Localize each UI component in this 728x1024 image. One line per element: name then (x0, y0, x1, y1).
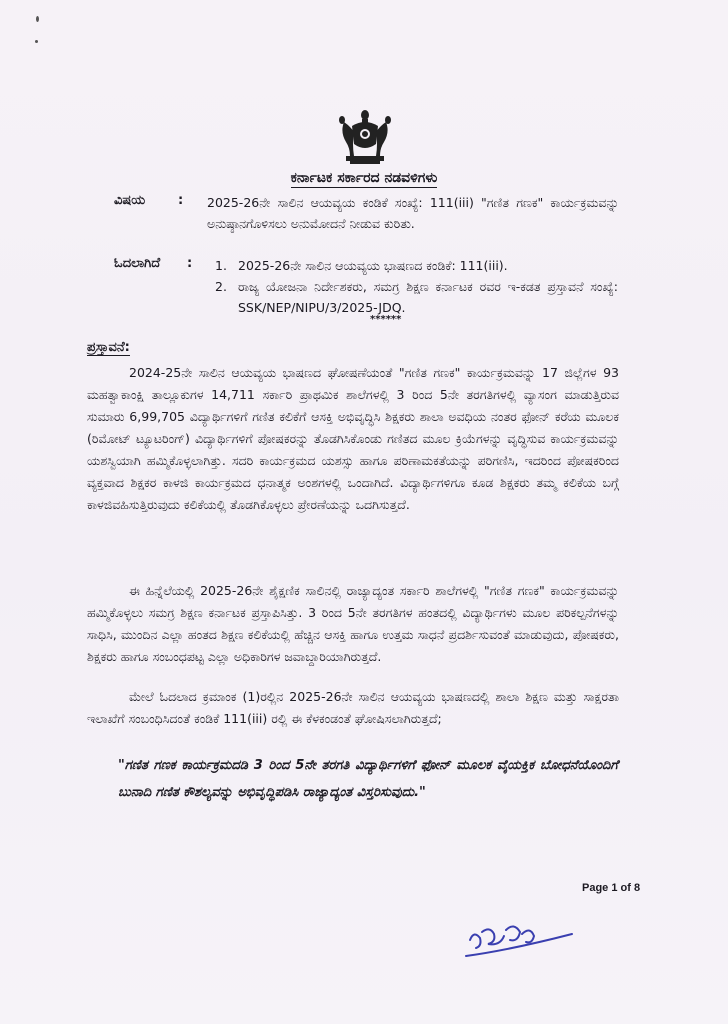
subject-text: 2025-26ನೇ ಸಾಲಿನ ಆಯವ್ಯಯ ಕಂಡಿಕೆ ಸಂಖ್ಯೆ: 111(iii) "ಗಣಿತ ಗಣಕ" ಕಾರ್ಯಕ್ರಮವನ್ನು ಅನುಷ್ಠಾನಗೊಳಿಸಲು ಅನುಮೋದನೆ ನೀಡುವ ಕುರಿತು. (207, 195, 619, 231)
references-label: ಓದಲಾಗಿದೆ (114, 256, 161, 271)
preamble-paragraph: ಈ ಹಿನ್ನೆಲೆಯಲ್ಲಿ 2025-26ನೇ ಶೈಕ್ಷಣಿಕ ಸಾಲಿನಲ್ಲಿ ರಾಜ್ಯಾದ್ಯಂತ ಸರ್ಕಾರಿ ಶಾಲೆಗಳಲ್ಲಿ "ಗಣಿತ ಗಣಕ" ಕಾರ್ಯಕ್ರಮವನ್ನು ಹಮ್ಮಿಕೊಳ್ಳಲು ಸಮಗ್ರ ಶಿಕ್ಷಣ ಕರ್ನಾಟಕ ಪ್ರಸ್ತಾಪಿಸಿತ್ತು. 3 ರಿಂದ 5ನೇ ತರಗತಿಗಳ ಹಂತದಲ್ಲಿ ವಿದ್ಯಾರ್ಥಿಗಳು ಮೂಲ ಪರಿಕಲ್ಪನೆಗಳನ್ನು ಸಾಧಿಸಿ, ಮುಂದಿನ ಎಲ್ಲಾ ಹಂತದ ಶಿಕ್ಷಣ ಕಲಿಕೆಯಲ್ಲಿ ಹೆಚ್ಚಿನ ಆಸಕ್ತಿ ಹಾಗೂ ಉತ್ತಮ ಸಾಧನೆ ಪ್ರದರ್ಶಿಸುವಂತೆ ಮಾಡುವುದು, ಪೋಷಕರು, ಶಿಕ್ಷಕರು ಹಾಗೂ ಸಂಬಂಧಪಟ್ಟ ಎಲ್ಲಾ ಅಧಿಕಾರಿಗಳ ಜವಾಬ್ದಾರಿಯಾಗಿರುತ್ತದೆ. (87, 583, 619, 664)
preamble-paragraph: ಮೇಲೆ ಓದಲಾದ ಕ್ರಮಾಂಕ (1)ರಲ್ಲಿನ 2025-26ನೇ ಸಾಲಿನ ಆಯವ್ಯಯ ಭಾಷಣದಲ್ಲಿ ಶಾಲಾ ಶಿಕ್ಷಣ ಮತ್ತು ಸಾಕ್ಷರತಾ ಇಲಾಖೆಗೆ ಸಂಬಂಧಿಸಿದಂತೆ ಕಂಡಿಕೆ 111(iii) ರಲ್ಲಿ ಈ ಕೆಳಕಂಡಂತೆ ಘೋಷಿಸಲಾಗಿರುತ್ತದೆ; (87, 689, 619, 726)
preamble-paragraph: 2024-25ನೇ ಸಾಲಿನ ಆಯವ್ಯಯ ಭಾಷಣದ ಘೋಷಣೆಯಂತೆ "ಗಣಿತ ಗಣಕ" ಕಾರ್ಯಕ್ರಮವನ್ನು 17 ಜಿಲ್ಲೆಗಳ 93 ಮಹತ್ವಾಕಾಂಕ್ಷಿ ತಾಲ್ಲೂಕುಗಳ 14,711 ಸರ್ಕಾರಿ ಪ್ರಾಥಮಿಕ ಶಾಲೆಗಳಲ್ಲಿ 3 ರಿಂದ 5ನೇ ತರಗತಿಗಳಲ್ಲಿ ವ್ಯಾಸಂಗ ಮಾಡುತ್ತಿರುವ ಸುಮಾರು 6,99,705 ವಿದ್ಯಾರ್ಥಿಗಳಿಗೆ ಗಣಿತ ಕಲಿಕೆಗೆ ಆಸಕ್ತಿ ಅಭಿವೃದ್ಧಿಸಿ ಶಿಕ್ಷಕರು ಶಾಲಾ ಅವಧಿಯ ನಂತರ ಫೋನ್ ಕರೆಯ ಮೂಲಕ (ರಿಮೋಟ್ ಟ್ಯೂಟರಿಂಗ್) ವಿದ್ಯಾರ್ಥಿಗಳಿಗೆ ಪೋಷಕರನ್ನು ತೊಡಗಿಸಿಕೊಂಡು ಗಣಿತದ ಮೂಲ ಕ್ರಿಯೆಗಳನ್ನು ವೃದ್ಧಿಸುವ ಕಾರ್ಯಕ್ರಮವನ್ನು ಯಶಸ್ವಿಯಾಗಿ ಹಮ್ಮಿಕೊಳ್ಳಲಾಗಿತ್ತು. ಸದರಿ ಕಾರ್ಯಕ್ರಮದ ಯಶಸ್ಸು ಹಾಗೂ ಪರಿಣಾಮಕತೆಯನ್ನು ಪರಿಗಣಿಸಿ, ಇದರಿಂದ ಪೋಷಕರಿಂದ ವ್ಯಕ್ತವಾದ ಶಿಕ್ಷಕರ ಕಾಳಜಿ ಕಾರ್ಯಕ್ರಮದ ಧನಾತ್ಮಕ ಅಂಶಗಳಲ್ಲಿ ಒಂದಾಗಿದೆ. ವಿದ್ಯಾರ್ಥಿಗಳಿಗೂ ಕೂಡ ಶಿಕ್ಷಕರು ತಮ್ಮ ಕಲಿಕೆಯ ಬಗ್ಗೆ ಕಾಳಜಿವಹಿಸುತ್ತಿರುವುದು ಕಲಿಕೆಯಲ್ಲಿ ತೊಡಗಿಕೊಳ್ಳಲು ಪ್ರೇರಣೆಯನ್ನು ಒದಗಿಸುತ್ತದೆ. (87, 365, 619, 512)
scan-mark (35, 40, 38, 43)
subject-colon: : (178, 193, 184, 208)
reference-item-number: 2. (215, 279, 227, 294)
reference-item-number: 1. (215, 258, 227, 273)
document-title-text: ಕರ್ನಾಟಕ ಸರ್ಕಾರದ ನಡವಳಿಗಳು (290, 170, 438, 186)
reference-item-text: ರಾಜ್ಯ ಯೋಜನಾ ನಿರ್ದೇಶಕರು, ಸಮಗ್ರ ಶಿಕ್ಷಣ ಕರ್ನಾಟಕ ರವರ ಇ-ಕಡತ ಪ್ರಸ್ತಾವನೆ ಸಂಖ್ಯೆ: SSK/NEP/NIPU/3/2025-JDQ. (238, 279, 618, 315)
page-number: Page 1 of 8 (582, 882, 641, 894)
reference-item-text: 2025-26ನೇ ಸಾಲಿನ ಆಯವ್ಯಯ ಭಾಷಣದ ಕಂಡಿಕೆ: 111(iii). (238, 258, 508, 273)
signature-mark (460, 912, 580, 972)
budget-quote: "ಗಣಿತ ಗಣಕ ಕಾರ್ಯಕ್ರಮದಡಿ 3 ರಿಂದ 5ನೇ ತರಗತಿ ವಿದ್ಯಾರ್ಥಿಗಳಿಗೆ ಫೋನ್ ಮೂಲಕ ವೈಯಕ್ತಿಕ ಬೋಧನೆಯೊಂದಿಗೆ ಬುನಾದಿ ಗಣಿತ ಕೌಶಲ್ಯವನ್ನು ಅಭಿವೃದ್ಧಿಪಡಿಸಿ ರಾಜ್ಯಾದ್ಯಂತ ವಿಸ್ತರಿಸುವುದು." (118, 758, 618, 800)
karnataka-emblem-icon (338, 108, 392, 166)
subject-label: ವಿಷಯ (114, 193, 146, 208)
references-colon: : (187, 256, 193, 271)
scan-mark (36, 16, 39, 22)
document-title (0, 170, 728, 186)
section-separator: ****** (370, 314, 402, 325)
preamble-heading: ಪ್ರಸ್ತಾವನೆ: (87, 340, 130, 355)
